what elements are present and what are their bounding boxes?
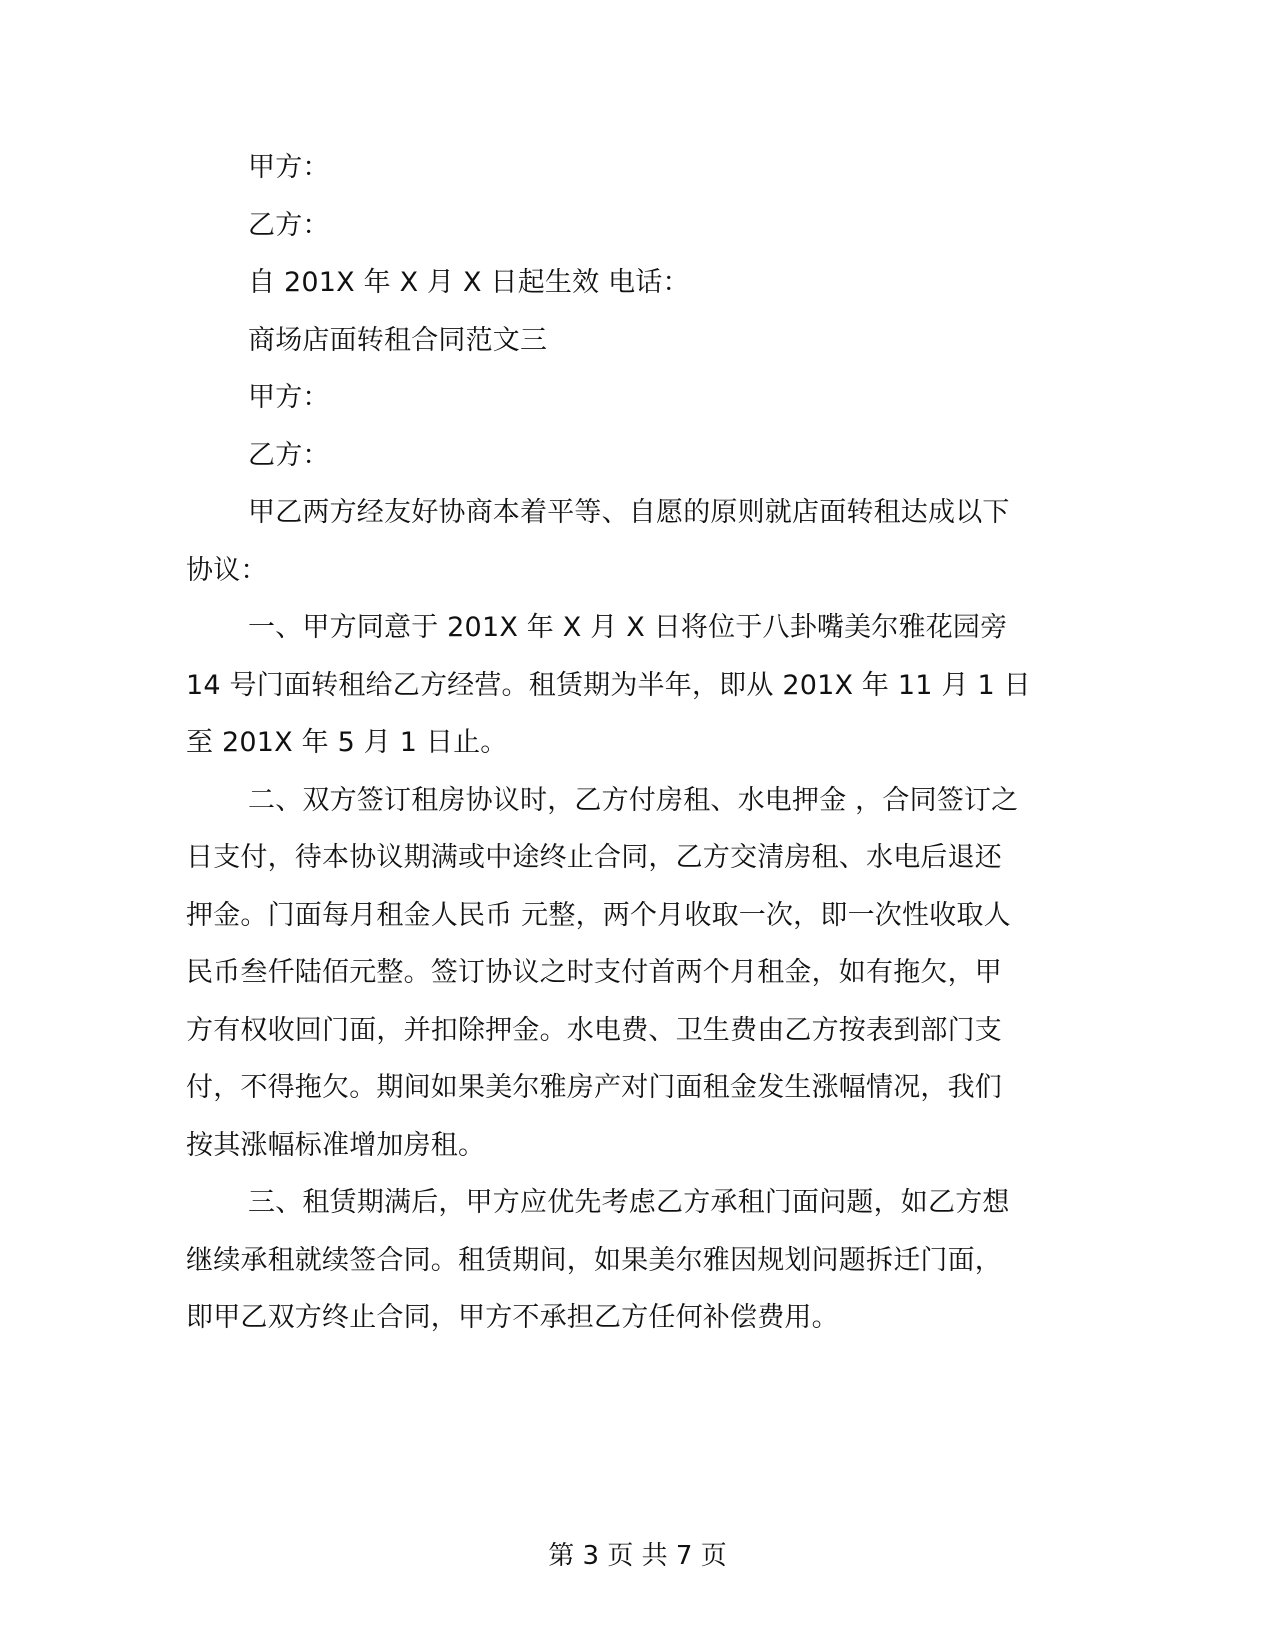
text-line: 乙方：: [248, 209, 330, 241]
text-line: 民币叁仟陆佰元整。签订协议之时支付首两个月租金，如有拖欠，甲: [186, 957, 1002, 988]
text-line: 至 201X 年 5 月 1 日止。: [186, 727, 508, 758]
text-line: 协议：: [186, 554, 268, 586]
text-line: 二、双方签订租房协议时，乙方付房租、水电押金 ，合同签订之: [248, 784, 1019, 816]
text-line: 继续承租就续签合同。租赁期间，如果美尔雅因规划问题拆迁门面，: [186, 1244, 1002, 1276]
text-line: 一、甲方同意于 201X 年 X 月 X 日将位于八卦嘴美尔雅花园旁: [248, 612, 1008, 643]
text-line: 自 201X 年 X 月 X 日起生效 电话：: [248, 267, 690, 298]
text-line: 方有权收回门面，并扣除押金。水电费、卫生费由乙方按表到部门支: [186, 1014, 1002, 1046]
text-line: 14 号门面转租给乙方经营。租赁期为半年，即从 201X 年 11 月 1 日: [186, 669, 1031, 701]
text-line: 按其涨幅标准增加房租。: [186, 1129, 486, 1161]
text-line: 即甲乙双方终止合同，甲方不承担乙方任何补偿费用。: [186, 1302, 839, 1333]
page-footer: 第 3 页 共 7 页: [548, 1541, 727, 1571]
text-line: 甲方：: [248, 152, 330, 183]
text-line: 甲乙两方经友好协商本着平等、自愿的原则就店面转租达成以下: [248, 497, 1010, 528]
document-body: [186, 139, 1071, 1347]
text-line: 日支付，待本协议期满或中途终止合同，乙方交清房租、水电后退还: [186, 842, 1002, 873]
text-line: 付，不得拖欠。期间如果美尔雅房产对门面租金发生涨幅情况，我们: [186, 1072, 1002, 1103]
text-line: 乙方：: [248, 439, 330, 471]
text-line: 押金。门面每月租金人民币 元整，两个月收取一次，即一次性收取人: [186, 899, 1011, 931]
text-line: 三、租赁期满后，甲方应优先考虑乙方承租门面问题，如乙方想: [248, 1187, 1010, 1218]
text-line: 甲方：: [248, 382, 330, 413]
text-line: 商场店面转租合同范文三: [248, 324, 548, 356]
